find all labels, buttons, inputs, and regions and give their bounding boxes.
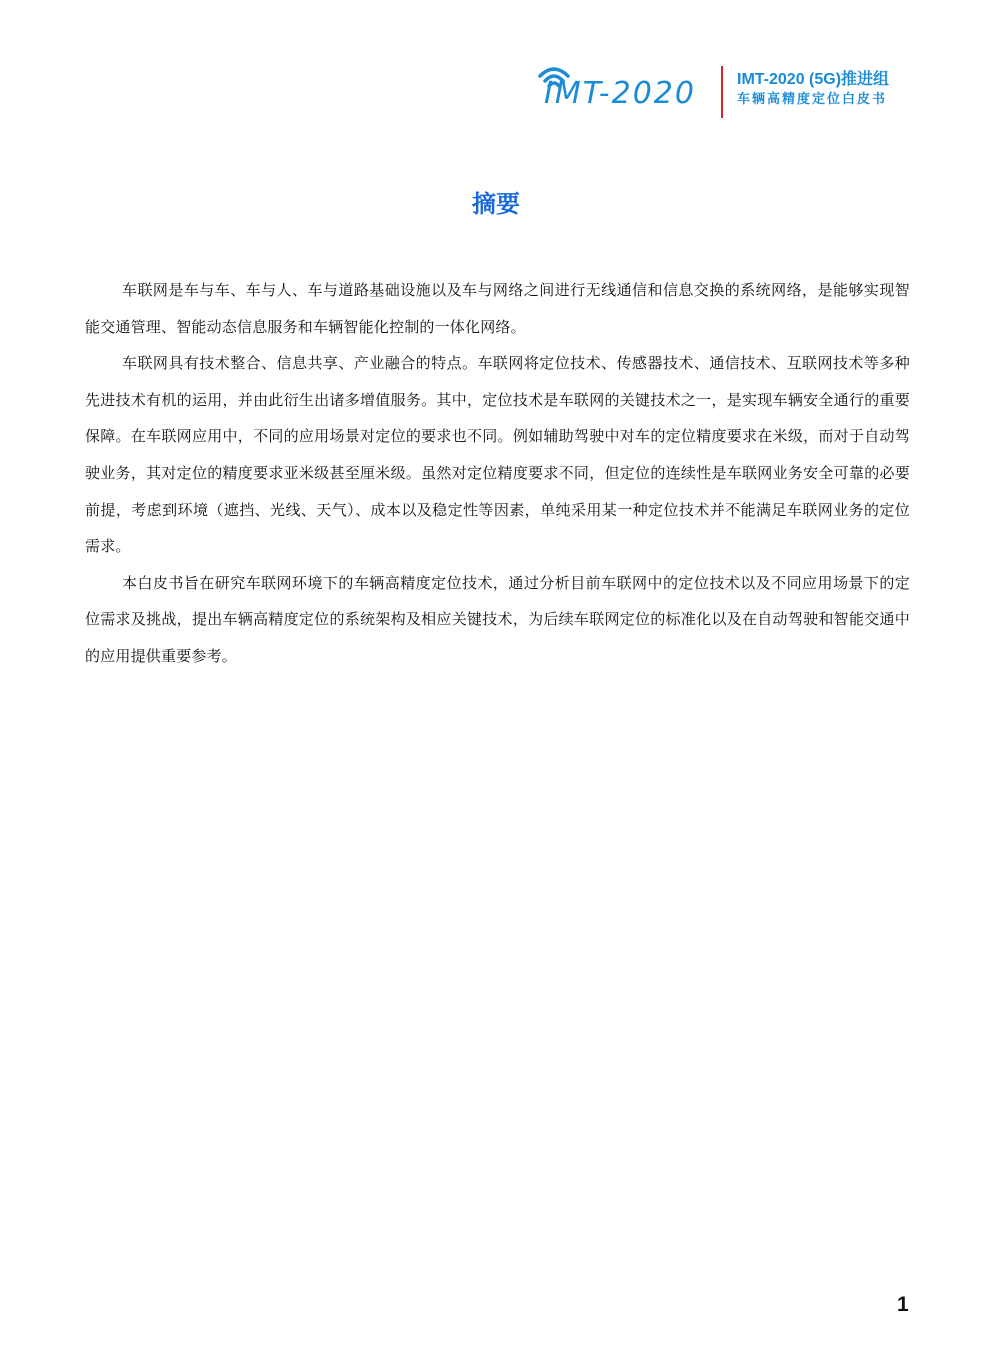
page-title: 摘要 (472, 190, 520, 218)
logo-wordmark: IMT-2020 (544, 76, 696, 111)
imt-2020-logo (532, 60, 712, 120)
paragraph-2: 车联网具有技术整合、信息共享、产业融合的特点。车联网将定位技术、传感器技术、通信技术、互联网技术等多种先进技术有机的运用，并由此衍生出诸多增值服务。其中，定位技术是车联网的关键技术之一，是实现车辆安全通行的重要保障。在车联网应用中，不同的应用场景对定位的要求也不同。例如辅助驾驶中对车的定位精度要求在米级，而对于自动驾驶业务，其对定位的精度要求亚米级甚至厘米级。虽然对定位精度要求不同，但定位的连续性是车联网业务安全可靠的必要前提，考虑到环境（遮挡、光线、天气）、成本以及稳定性等因素，单纯采用某一种定位技术并不能满足车联网业务的定位需求。 (85, 354, 910, 556)
page-header (532, 60, 932, 122)
header-org-name: IMT-2020 (5G)推进组 (737, 71, 890, 88)
page-number: 1 (897, 1293, 909, 1316)
header-doc-name: 车辆高精度定位白皮书 (737, 92, 888, 107)
paragraph-3: 本白皮书旨在研究车联网环境下的车辆高精度定位技术，通过分析目前车联网中的定位技术以及不同应用场景下的定位需求及挑战，提出车辆高精度定位的系统架构及相应关键技术，为后续车联网定位的标准化以及在自动驾驶和智能交通中的应用提供重要参考。 (85, 573, 910, 665)
paragraph-1: 车联网是车与车、车与人、车与道路基础设施以及车与网络之间进行无线通信和信息交换的系统网络，是能够实现智能交通管理、智能动态信息服务和车辆智能化控制的一体化网络。 (85, 281, 910, 336)
abstract-body (85, 272, 910, 675)
header-divider (721, 66, 723, 118)
header-caption (737, 70, 889, 109)
